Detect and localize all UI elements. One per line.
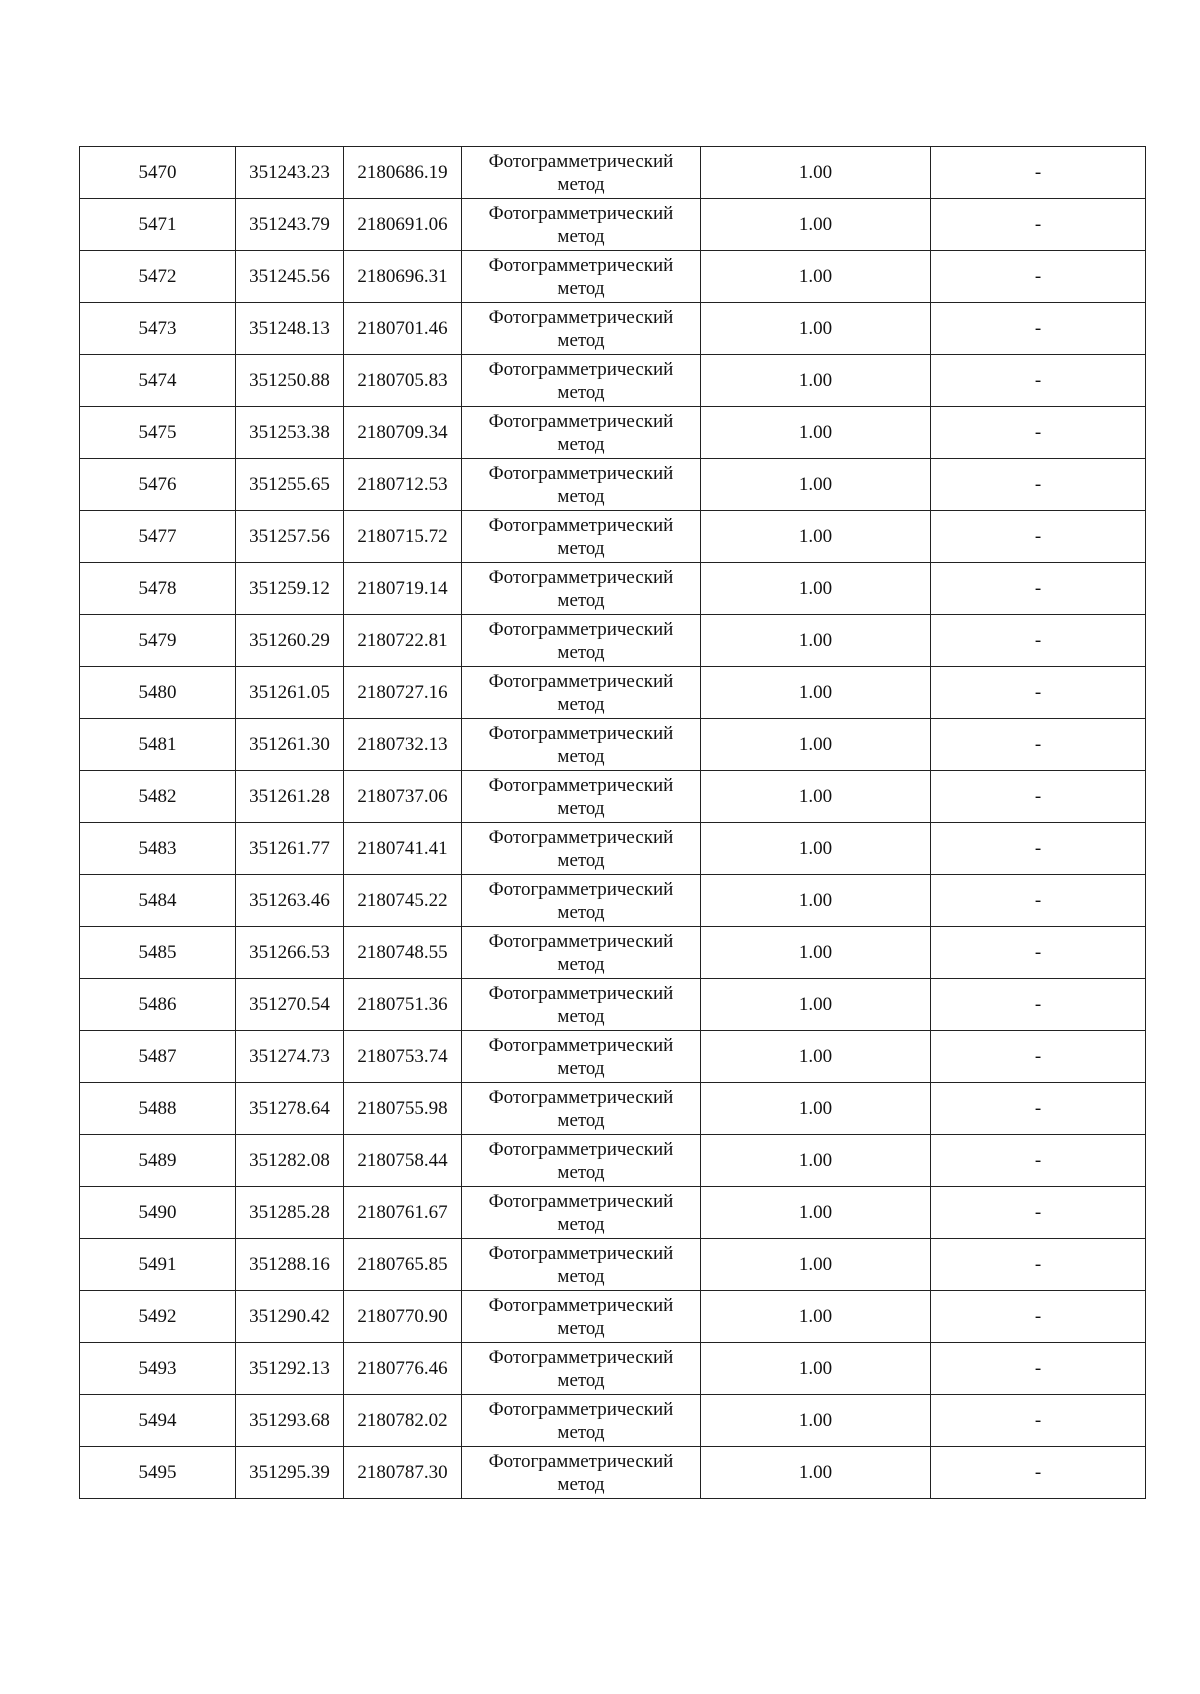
note-cell: -	[931, 407, 1146, 459]
y-coordinate-cell: 2180753.74	[344, 1031, 462, 1083]
x-coordinate-cell: 351250.88	[236, 355, 344, 407]
x-coordinate-cell: 351263.46	[236, 875, 344, 927]
y-coordinate-cell: 2180712.53	[344, 459, 462, 511]
y-coordinate-cell: 2180741.41	[344, 823, 462, 875]
method-cell	[462, 459, 701, 511]
method-line-1: Фотограмметрический	[488, 410, 674, 432]
accuracy-cell: 1.00	[701, 355, 931, 407]
y-coordinate-cell: 2180737.06	[344, 771, 462, 823]
point-number-cell: 5472	[80, 251, 236, 303]
y-coordinate-cell: 2180719.14	[344, 563, 462, 615]
point-number-cell: 5473	[80, 303, 236, 355]
table-row	[80, 199, 1146, 251]
note-cell: -	[931, 1031, 1146, 1083]
point-number-cell: 5486	[80, 979, 236, 1031]
note-cell: -	[931, 927, 1146, 979]
x-coordinate-cell: 351266.53	[236, 927, 344, 979]
table-row	[80, 1291, 1146, 1343]
x-coordinate-cell: 351261.77	[236, 823, 344, 875]
table-row	[80, 459, 1146, 511]
x-coordinate-cell: 351261.05	[236, 667, 344, 719]
y-coordinate-cell: 2180691.06	[344, 199, 462, 251]
method-line-2: метод	[557, 641, 605, 663]
point-number-cell: 5484	[80, 875, 236, 927]
note-cell: -	[931, 355, 1146, 407]
method-cell	[462, 355, 701, 407]
accuracy-cell: 1.00	[701, 1447, 931, 1499]
accuracy-cell: 1.00	[701, 303, 931, 355]
method-line-1: Фотограмметрический	[488, 254, 674, 276]
method-cell	[462, 615, 701, 667]
x-coordinate-cell: 351295.39	[236, 1447, 344, 1499]
note-cell: -	[931, 303, 1146, 355]
table-row	[80, 875, 1146, 927]
x-coordinate-cell: 351260.29	[236, 615, 344, 667]
y-coordinate-cell: 2180787.30	[344, 1447, 462, 1499]
method-line-1: Фотограмметрический	[488, 1398, 674, 1420]
note-cell: -	[931, 1395, 1146, 1447]
method-line-2: метод	[557, 849, 605, 871]
table-row	[80, 979, 1146, 1031]
method-line-2: метод	[557, 1057, 605, 1079]
x-coordinate-cell: 351290.42	[236, 1291, 344, 1343]
note-cell: -	[931, 1083, 1146, 1135]
x-coordinate-cell: 351257.56	[236, 511, 344, 563]
accuracy-cell: 1.00	[701, 1083, 931, 1135]
y-coordinate-cell: 2180748.55	[344, 927, 462, 979]
method-cell	[462, 199, 701, 251]
method-cell	[462, 875, 701, 927]
method-cell	[462, 979, 701, 1031]
note-cell: -	[931, 459, 1146, 511]
note-cell: -	[931, 511, 1146, 563]
method-line-1: Фотограмметрический	[488, 878, 674, 900]
accuracy-cell: 1.00	[701, 199, 931, 251]
table-row	[80, 1395, 1146, 1447]
table-row	[80, 147, 1146, 199]
method-line-1: Фотограмметрический	[488, 1138, 674, 1160]
method-cell	[462, 1031, 701, 1083]
y-coordinate-cell: 2180732.13	[344, 719, 462, 771]
method-cell	[462, 147, 701, 199]
x-coordinate-cell: 351261.30	[236, 719, 344, 771]
point-number-cell: 5474	[80, 355, 236, 407]
point-number-cell: 5479	[80, 615, 236, 667]
method-line-1: Фотограмметрический	[488, 566, 674, 588]
accuracy-cell: 1.00	[701, 667, 931, 719]
x-coordinate-cell: 351245.56	[236, 251, 344, 303]
method-line-1: Фотограмметрический	[488, 826, 674, 848]
table-row	[80, 511, 1146, 563]
method-line-2: метод	[557, 1213, 605, 1235]
method-line-2: метод	[557, 1473, 605, 1495]
table-row	[80, 719, 1146, 771]
note-cell: -	[931, 1343, 1146, 1395]
y-coordinate-cell: 2180709.34	[344, 407, 462, 459]
table-row	[80, 615, 1146, 667]
table-row	[80, 927, 1146, 979]
method-cell	[462, 1135, 701, 1187]
accuracy-cell: 1.00	[701, 823, 931, 875]
method-line-2: метод	[557, 225, 605, 247]
note-cell: -	[931, 147, 1146, 199]
point-number-cell: 5487	[80, 1031, 236, 1083]
accuracy-cell: 1.00	[701, 979, 931, 1031]
table-row	[80, 667, 1146, 719]
y-coordinate-cell: 2180751.36	[344, 979, 462, 1031]
y-coordinate-cell: 2180686.19	[344, 147, 462, 199]
x-coordinate-cell: 351261.28	[236, 771, 344, 823]
method-cell	[462, 511, 701, 563]
accuracy-cell: 1.00	[701, 563, 931, 615]
method-cell	[462, 771, 701, 823]
table-row	[80, 1135, 1146, 1187]
x-coordinate-cell: 351243.23	[236, 147, 344, 199]
y-coordinate-cell: 2180776.46	[344, 1343, 462, 1395]
method-line-1: Фотограмметрический	[488, 1190, 674, 1212]
note-cell: -	[931, 1447, 1146, 1499]
method-line-2: метод	[557, 1265, 605, 1287]
table-row	[80, 1187, 1146, 1239]
point-number-cell: 5492	[80, 1291, 236, 1343]
method-cell	[462, 1395, 701, 1447]
point-number-cell: 5480	[80, 667, 236, 719]
method-line-2: метод	[557, 797, 605, 819]
point-number-cell: 5476	[80, 459, 236, 511]
y-coordinate-cell: 2180765.85	[344, 1239, 462, 1291]
point-number-cell: 5490	[80, 1187, 236, 1239]
x-coordinate-cell: 351278.64	[236, 1083, 344, 1135]
method-line-2: метод	[557, 953, 605, 975]
table-row	[80, 1239, 1146, 1291]
method-line-2: метод	[557, 1109, 605, 1131]
accuracy-cell: 1.00	[701, 1343, 931, 1395]
method-line-2: метод	[557, 329, 605, 351]
table-row	[80, 1083, 1146, 1135]
method-line-2: метод	[557, 1369, 605, 1391]
method-line-1: Фотограмметрический	[488, 1294, 674, 1316]
method-line-1: Фотограмметрический	[488, 1242, 674, 1264]
method-line-2: метод	[557, 485, 605, 507]
note-cell: -	[931, 719, 1146, 771]
method-line-2: метод	[557, 745, 605, 767]
method-line-1: Фотограмметрический	[488, 358, 674, 380]
x-coordinate-cell: 351293.68	[236, 1395, 344, 1447]
accuracy-cell: 1.00	[701, 407, 931, 459]
coordinates-table-body	[80, 147, 1146, 1499]
table-row	[80, 355, 1146, 407]
method-cell	[462, 1187, 701, 1239]
x-coordinate-cell: 351253.38	[236, 407, 344, 459]
point-number-cell: 5470	[80, 147, 236, 199]
method-line-1: Фотограмметрический	[488, 1450, 674, 1472]
y-coordinate-cell: 2180705.83	[344, 355, 462, 407]
note-cell: -	[931, 251, 1146, 303]
accuracy-cell: 1.00	[701, 1291, 931, 1343]
point-number-cell: 5488	[80, 1083, 236, 1135]
method-line-2: метод	[557, 381, 605, 403]
x-coordinate-cell: 351270.54	[236, 979, 344, 1031]
method-line-2: метод	[557, 537, 605, 559]
y-coordinate-cell: 2180770.90	[344, 1291, 462, 1343]
point-number-cell: 5477	[80, 511, 236, 563]
note-cell: -	[931, 1135, 1146, 1187]
accuracy-cell: 1.00	[701, 1187, 931, 1239]
accuracy-cell: 1.00	[701, 1135, 931, 1187]
note-cell: -	[931, 979, 1146, 1031]
y-coordinate-cell: 2180715.72	[344, 511, 462, 563]
method-cell	[462, 303, 701, 355]
accuracy-cell: 1.00	[701, 927, 931, 979]
note-cell: -	[931, 1239, 1146, 1291]
accuracy-cell: 1.00	[701, 459, 931, 511]
accuracy-cell: 1.00	[701, 147, 931, 199]
accuracy-cell: 1.00	[701, 719, 931, 771]
x-coordinate-cell: 351288.16	[236, 1239, 344, 1291]
table-row	[80, 407, 1146, 459]
method-line-1: Фотограмметрический	[488, 462, 674, 484]
x-coordinate-cell: 351282.08	[236, 1135, 344, 1187]
method-line-1: Фотограмметрический	[488, 202, 674, 224]
method-line-2: метод	[557, 277, 605, 299]
table-row	[80, 303, 1146, 355]
method-line-2: метод	[557, 693, 605, 715]
method-cell	[462, 927, 701, 979]
method-line-2: метод	[557, 901, 605, 923]
method-line-1: Фотограмметрический	[488, 150, 674, 172]
method-line-1: Фотограмметрический	[488, 722, 674, 744]
x-coordinate-cell: 351255.65	[236, 459, 344, 511]
method-cell	[462, 1291, 701, 1343]
point-number-cell: 5482	[80, 771, 236, 823]
accuracy-cell: 1.00	[701, 771, 931, 823]
note-cell: -	[931, 563, 1146, 615]
y-coordinate-cell: 2180755.98	[344, 1083, 462, 1135]
method-line-1: Фотограмметрический	[488, 1346, 674, 1368]
point-number-cell: 5491	[80, 1239, 236, 1291]
method-line-2: метод	[557, 1161, 605, 1183]
point-number-cell: 5475	[80, 407, 236, 459]
table-row	[80, 1031, 1146, 1083]
point-number-cell: 5485	[80, 927, 236, 979]
method-cell	[462, 251, 701, 303]
point-number-cell: 5481	[80, 719, 236, 771]
y-coordinate-cell: 2180761.67	[344, 1187, 462, 1239]
y-coordinate-cell: 2180696.31	[344, 251, 462, 303]
accuracy-cell: 1.00	[701, 251, 931, 303]
table-row	[80, 251, 1146, 303]
coordinates-table	[79, 146, 1146, 1499]
method-cell	[462, 823, 701, 875]
x-coordinate-cell: 351292.13	[236, 1343, 344, 1395]
method-line-1: Фотограмметрический	[488, 618, 674, 640]
method-cell	[462, 1343, 701, 1395]
method-line-1: Фотограмметрический	[488, 670, 674, 692]
x-coordinate-cell: 351274.73	[236, 1031, 344, 1083]
method-line-1: Фотограмметрический	[488, 982, 674, 1004]
method-cell	[462, 1239, 701, 1291]
y-coordinate-cell: 2180758.44	[344, 1135, 462, 1187]
method-cell	[462, 1083, 701, 1135]
note-cell: -	[931, 771, 1146, 823]
x-coordinate-cell: 351248.13	[236, 303, 344, 355]
note-cell: -	[931, 199, 1146, 251]
note-cell: -	[931, 1187, 1146, 1239]
point-number-cell: 5478	[80, 563, 236, 615]
table-row	[80, 1343, 1146, 1395]
point-number-cell: 5483	[80, 823, 236, 875]
method-line-1: Фотограмметрический	[488, 1086, 674, 1108]
method-line-2: метод	[557, 1421, 605, 1443]
accuracy-cell: 1.00	[701, 511, 931, 563]
method-line-2: метод	[557, 589, 605, 611]
accuracy-cell: 1.00	[701, 615, 931, 667]
method-cell	[462, 719, 701, 771]
y-coordinate-cell: 2180722.81	[344, 615, 462, 667]
accuracy-cell: 1.00	[701, 1239, 931, 1291]
y-coordinate-cell: 2180701.46	[344, 303, 462, 355]
method-cell	[462, 1447, 701, 1499]
method-line-1: Фотограмметрический	[488, 306, 674, 328]
table-row	[80, 1447, 1146, 1499]
method-line-2: метод	[557, 1317, 605, 1339]
point-number-cell: 5493	[80, 1343, 236, 1395]
method-line-1: Фотограмметрический	[488, 774, 674, 796]
y-coordinate-cell: 2180745.22	[344, 875, 462, 927]
method-line-1: Фотограмметрический	[488, 1034, 674, 1056]
note-cell: -	[931, 667, 1146, 719]
table-row	[80, 563, 1146, 615]
method-cell	[462, 563, 701, 615]
table-row	[80, 823, 1146, 875]
note-cell: -	[931, 615, 1146, 667]
point-number-cell: 5494	[80, 1395, 236, 1447]
accuracy-cell: 1.00	[701, 875, 931, 927]
method-line-2: метод	[557, 1005, 605, 1027]
point-number-cell: 5471	[80, 199, 236, 251]
method-line-1: Фотограмметрический	[488, 930, 674, 952]
method-line-2: метод	[557, 433, 605, 455]
x-coordinate-cell: 351243.79	[236, 199, 344, 251]
y-coordinate-cell: 2180727.16	[344, 667, 462, 719]
x-coordinate-cell: 351259.12	[236, 563, 344, 615]
method-line-2: метод	[557, 173, 605, 195]
method-cell	[462, 407, 701, 459]
accuracy-cell: 1.00	[701, 1031, 931, 1083]
note-cell: -	[931, 823, 1146, 875]
method-cell	[462, 667, 701, 719]
note-cell: -	[931, 1291, 1146, 1343]
point-number-cell: 5489	[80, 1135, 236, 1187]
x-coordinate-cell: 351285.28	[236, 1187, 344, 1239]
method-line-1: Фотограмметрический	[488, 514, 674, 536]
point-number-cell: 5495	[80, 1447, 236, 1499]
accuracy-cell: 1.00	[701, 1395, 931, 1447]
y-coordinate-cell: 2180782.02	[344, 1395, 462, 1447]
note-cell: -	[931, 875, 1146, 927]
table-row	[80, 771, 1146, 823]
